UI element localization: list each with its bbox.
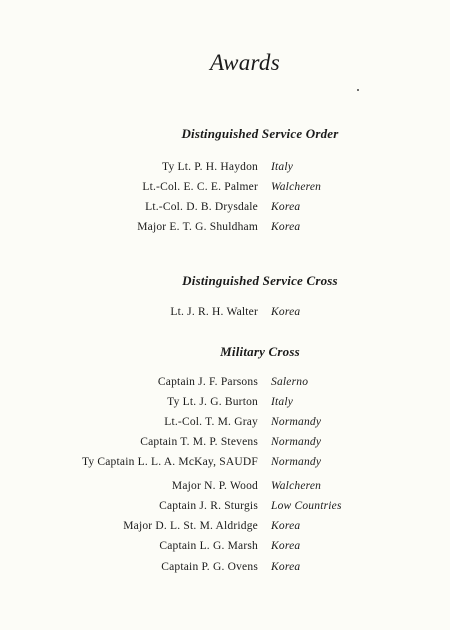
recipient-name: Major N. P. Wood xyxy=(171,480,258,492)
award-entry xyxy=(0,412,450,432)
recipient-name: Ty Lt. P. H. Haydon xyxy=(162,161,258,173)
recipient-name: Captain J. R. Sturgis xyxy=(159,500,258,512)
award-entry xyxy=(0,557,450,577)
award-entry xyxy=(0,496,450,516)
award-entry xyxy=(0,432,450,452)
award-location: Normandy xyxy=(271,416,322,428)
award-entry xyxy=(0,476,450,496)
award-entry xyxy=(0,197,450,217)
section-heading-mc: Military Cross xyxy=(220,344,300,359)
recipient-name: Captain P. G. Ovens xyxy=(161,561,258,573)
award-entry xyxy=(0,177,450,197)
section-heading-dsc: Distinguished Service Cross xyxy=(182,273,338,288)
award-entry xyxy=(0,372,450,392)
recipient-name: Lt. J. R. H. Walter xyxy=(170,306,258,318)
page-title: Awards xyxy=(210,50,280,75)
award-location: Korea xyxy=(271,306,301,318)
recipient-name: Captain J. F. Parsons xyxy=(157,376,258,388)
award-entry xyxy=(0,392,450,412)
award-location: Korea xyxy=(271,540,301,552)
recipient-name: Major E. T. G. Shuldham xyxy=(137,221,258,233)
award-location: Korea xyxy=(271,221,301,233)
recipient-name: Lt.-Col. D. B. Drysdale xyxy=(145,201,258,213)
award-location: Low Countries xyxy=(271,500,342,512)
recipient-name: Captain L. G. Marsh xyxy=(159,540,258,552)
recipient-name: Ty Lt. J. G. Burton xyxy=(167,396,258,408)
award-entry xyxy=(0,157,450,177)
award-location: Salerno xyxy=(271,376,309,388)
award-location: Italy xyxy=(271,161,294,173)
recipient-name: Major D. L. St. M. Aldridge xyxy=(123,520,258,532)
recipient-name: Ty Captain L. L. A. McKay, SAUDF xyxy=(81,456,258,468)
award-entry xyxy=(0,217,450,237)
ink-speck xyxy=(357,89,359,91)
award-location: Walcheren xyxy=(271,480,322,492)
award-entry xyxy=(0,302,450,322)
recipient-name: Lt.-Col. E. C. E. Palmer xyxy=(142,181,258,193)
recipient-name: Lt.-Col. T. M. Gray xyxy=(164,416,258,428)
award-location: Korea xyxy=(271,201,301,213)
award-location: Walcheren xyxy=(271,181,322,193)
award-entry xyxy=(0,516,450,536)
award-location: Normandy xyxy=(271,436,322,448)
recipient-name: Captain T. M. P. Stevens xyxy=(140,436,258,448)
award-location: Normandy xyxy=(271,456,322,468)
award-location: Korea xyxy=(271,520,301,532)
section-heading-dso: Distinguished Service Order xyxy=(181,126,339,141)
award-location: Korea xyxy=(271,561,301,573)
award-entry xyxy=(0,536,450,556)
award-location: Italy xyxy=(271,396,294,408)
award-entry xyxy=(0,452,450,472)
